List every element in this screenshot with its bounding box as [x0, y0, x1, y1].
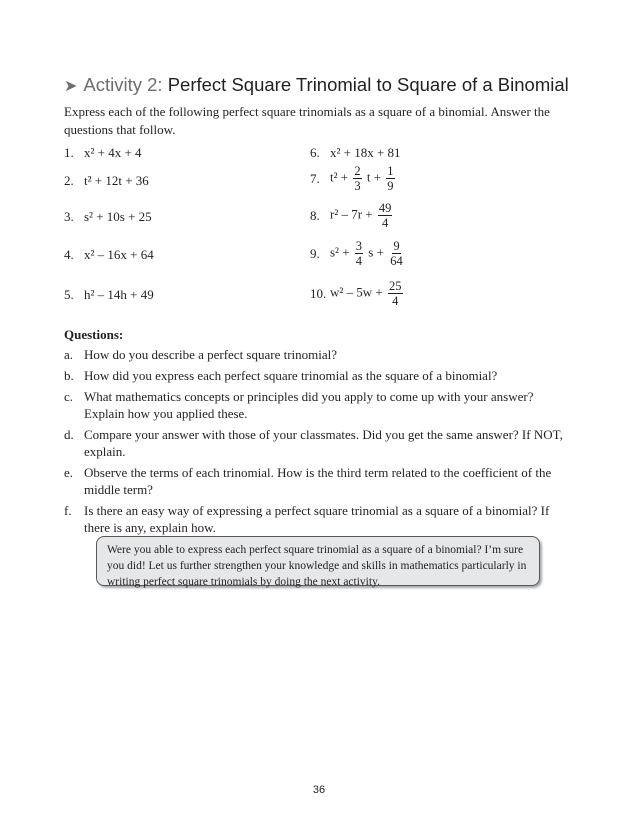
question-text: Compare your answer with those of your classmates. Did you get the same answer? If NOT, explain.	[84, 427, 563, 459]
trinomial: x² + 4x + 4	[84, 145, 142, 160]
item-number: 6.	[310, 145, 320, 160]
fraction	[388, 279, 403, 308]
question-text: Observe the terms of each trinomial. How is the third term related to the coefficient of the middle term?	[84, 465, 552, 497]
numerator: 1	[387, 164, 394, 178]
denominator: 4	[382, 216, 389, 230]
trinomial: x² + 18x + 81	[330, 145, 401, 160]
question-label: a.	[64, 347, 74, 362]
item-number: 2.	[64, 173, 74, 188]
numerator: 3	[355, 239, 363, 253]
denominator: 64	[390, 254, 403, 268]
trinomial: x² – 16x + 64	[84, 247, 154, 262]
question-label: d.	[64, 427, 74, 442]
question-item	[64, 346, 564, 363]
item-number: 9.	[310, 245, 320, 261]
activity-title-text: Perfect Square Trinomial to Square of a Binomial	[167, 74, 569, 95]
question-item	[64, 388, 564, 422]
exercise-item	[64, 173, 149, 189]
activity-prefix: Activity 2:	[83, 74, 163, 95]
term: s +	[368, 244, 384, 260]
denominator: 4	[355, 254, 363, 268]
instructions: Express each of the following perfect square trinomials as a square of a binomial. Answer the questions that follow.	[64, 104, 550, 137]
question-item	[64, 502, 564, 536]
exercise-item	[64, 247, 154, 263]
question-label: f.	[64, 503, 72, 518]
item-number: 5.	[64, 287, 74, 302]
exercise-item	[310, 201, 394, 230]
denominator: 9	[387, 179, 394, 193]
question-item	[64, 367, 564, 384]
item-number: 4.	[64, 247, 74, 262]
question-text: What mathematics concepts or principles did you apply to come up with your answer? Explain how you applied these.	[84, 389, 534, 421]
term: r² – 7r +	[330, 206, 373, 222]
question-label: e.	[64, 465, 74, 480]
activity-title	[64, 74, 584, 96]
trinomial	[330, 279, 405, 308]
term: w² – 5w +	[330, 284, 383, 300]
item-number: 1.	[64, 145, 74, 160]
trinomial: h² – 14h + 49	[84, 287, 154, 302]
term: t² +	[330, 169, 349, 185]
fraction	[386, 164, 394, 193]
denominator: 4	[392, 294, 399, 308]
questions-list	[64, 346, 564, 540]
exercise-item	[64, 287, 154, 303]
item-number: 10.	[310, 285, 327, 301]
trinomial	[330, 239, 406, 268]
page-number: 36	[312, 784, 326, 796]
numerator: 25	[389, 279, 402, 293]
numerator: 49	[378, 201, 392, 215]
term: s² +	[330, 244, 350, 260]
numerator: 9	[393, 239, 400, 253]
question-label: b.	[64, 368, 74, 383]
fraction	[355, 239, 363, 268]
numerator: 2	[354, 164, 361, 178]
exercise-item	[310, 239, 406, 268]
question-text: How do you describe a perfect square trinomial?	[84, 347, 338, 362]
question-item	[64, 464, 564, 498]
exercise-item	[310, 164, 397, 193]
exercise-item	[64, 145, 142, 161]
fraction	[378, 201, 393, 230]
questions-heading: Questions:	[64, 327, 124, 342]
fraction	[353, 164, 361, 193]
question-text: Is there an easy way of expressing a perfect square trinomial as a square of a binomial? If there is any, explain how.	[84, 503, 550, 535]
question-label: c.	[64, 389, 74, 404]
item-number: 8.	[310, 207, 320, 223]
exercise-item	[64, 209, 152, 225]
arrow-bullet-icon: ➤	[64, 78, 78, 95]
trinomial: s² + 10s + 25	[84, 209, 152, 224]
question-item	[64, 426, 564, 460]
item-number: 7.	[310, 170, 320, 186]
denominator: 3	[354, 179, 361, 193]
trinomial: t² + 12t + 36	[84, 173, 149, 188]
fraction	[389, 239, 404, 268]
trinomial	[330, 201, 394, 230]
item-number: 3.	[64, 209, 74, 224]
term: t +	[366, 169, 382, 185]
question-text: How did you express each perfect square trinomial as the square of a binomial?	[84, 368, 498, 383]
exercise-item	[310, 279, 405, 308]
trinomial	[330, 164, 397, 193]
callout-box: Were you able to express each perfect square trinomial as a square of a binomial? I’m sure you did! Let us further strengthen your knowledge and skills in mathematics particularly in writing perfect square trinomials by doing the next activity.	[96, 536, 540, 586]
exercise-item	[310, 145, 401, 161]
